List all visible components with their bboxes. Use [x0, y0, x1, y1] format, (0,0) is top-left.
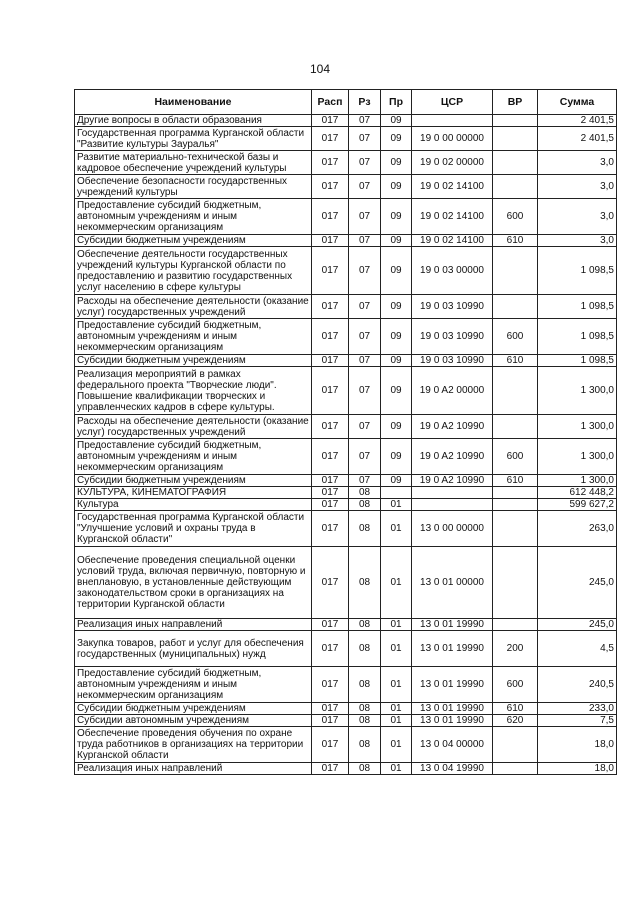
table-row: [75, 703, 617, 715]
cell-csr: 19 0 A2 10990: [412, 475, 493, 487]
cell-csr: 13 0 01 19990: [412, 631, 493, 667]
cell-sum: 240,5: [538, 667, 617, 703]
cell-rasp: 017: [312, 127, 349, 151]
cell-vr: 600: [493, 439, 538, 475]
header-rasp: Расп: [312, 90, 349, 115]
table-row: [75, 727, 617, 763]
cell-vr: 610: [493, 475, 538, 487]
cell-vr: 600: [493, 199, 538, 235]
cell-sum: 2 401,5: [538, 127, 617, 151]
cell-csr: 19 0 03 10990: [412, 355, 493, 367]
cell-rz: 07: [349, 115, 381, 127]
cell-rasp: 017: [312, 619, 349, 631]
cell-rasp: 017: [312, 703, 349, 715]
cell-vr: 610: [493, 235, 538, 247]
cell-sum: 245,0: [538, 619, 617, 631]
cell-name: Обеспечение проведения специальной оценки условий труда, включая первичную, повторную и внеплановую, в установленные действующим законодательством сроки в организациях на территории Курганской области: [75, 547, 312, 619]
cell-rasp: 017: [312, 487, 349, 499]
cell-name: Государственная программа Курганской области "Развитие культуры Зауралья": [75, 127, 312, 151]
cell-vr: [493, 415, 538, 439]
cell-pr: 09: [381, 295, 412, 319]
cell-csr: 13 0 00 00000: [412, 511, 493, 547]
cell-rz: 07: [349, 151, 381, 175]
cell-rasp: 017: [312, 415, 349, 439]
cell-name: Обеспечение проведения обучения по охране труда работников в организациях на территории Курганской области: [75, 727, 312, 763]
table-row: [75, 487, 617, 499]
cell-pr: 09: [381, 415, 412, 439]
cell-pr: 01: [381, 511, 412, 547]
cell-rz: 07: [349, 175, 381, 199]
table-row: [75, 439, 617, 475]
cell-rasp: 017: [312, 475, 349, 487]
cell-pr: 09: [381, 127, 412, 151]
table-row: [75, 199, 617, 235]
cell-sum: 3,0: [538, 235, 617, 247]
cell-sum: 1 098,5: [538, 295, 617, 319]
cell-sum: 3,0: [538, 199, 617, 235]
cell-rasp: 017: [312, 763, 349, 775]
table-row: [75, 511, 617, 547]
cell-rz: 07: [349, 199, 381, 235]
cell-pr: 01: [381, 631, 412, 667]
cell-csr: 19 0 A2 10990: [412, 415, 493, 439]
cell-pr: 01: [381, 667, 412, 703]
cell-rz: 08: [349, 499, 381, 511]
cell-csr: [412, 115, 493, 127]
cell-name: Субсидии бюджетным учреждениям: [75, 703, 312, 715]
cell-vr: [493, 175, 538, 199]
table-row: [75, 127, 617, 151]
cell-rasp: 017: [312, 667, 349, 703]
cell-rasp: 017: [312, 355, 349, 367]
cell-vr: [493, 727, 538, 763]
cell-rasp: 017: [312, 499, 349, 511]
cell-rz: 07: [349, 235, 381, 247]
cell-pr: 01: [381, 715, 412, 727]
cell-vr: 600: [493, 667, 538, 703]
cell-vr: [493, 511, 538, 547]
cell-name: Реализация иных направлений: [75, 763, 312, 775]
cell-vr: [493, 115, 538, 127]
cell-rasp: 017: [312, 439, 349, 475]
cell-rasp: 017: [312, 235, 349, 247]
table-row: [75, 715, 617, 727]
cell-sum: 1 300,0: [538, 415, 617, 439]
cell-vr: 600: [493, 319, 538, 355]
cell-vr: [493, 247, 538, 295]
cell-csr: 19 0 03 00000: [412, 247, 493, 295]
cell-rz: 08: [349, 763, 381, 775]
cell-name: Предоставление субсидий бюджетным, автономным учреждениям и иным некоммерческим организациям: [75, 667, 312, 703]
cell-pr: 09: [381, 115, 412, 127]
cell-csr: 19 0 A2 10990: [412, 439, 493, 475]
header-sum: Сумма: [538, 90, 617, 115]
cell-rasp: 017: [312, 547, 349, 619]
cell-rz: 08: [349, 547, 381, 619]
table-header-row: [75, 90, 617, 115]
table-row: [75, 499, 617, 511]
cell-rz: 07: [349, 475, 381, 487]
cell-sum: 2 401,5: [538, 115, 617, 127]
cell-pr: 09: [381, 247, 412, 295]
cell-sum: 1 098,5: [538, 355, 617, 367]
header-rz: Рз: [349, 90, 381, 115]
cell-rz: 07: [349, 415, 381, 439]
cell-rasp: 017: [312, 367, 349, 415]
budget-table: [74, 89, 617, 775]
cell-rz: 08: [349, 631, 381, 667]
table-row: [75, 619, 617, 631]
table-row: [75, 319, 617, 355]
cell-sum: 599 627,2: [538, 499, 617, 511]
cell-rasp: 017: [312, 115, 349, 127]
cell-rasp: 017: [312, 247, 349, 295]
cell-csr: 13 0 01 00000: [412, 547, 493, 619]
cell-rz: 08: [349, 727, 381, 763]
table-row: [75, 667, 617, 703]
cell-name: Реализация иных направлений: [75, 619, 312, 631]
cell-rasp: 017: [312, 199, 349, 235]
cell-sum: 18,0: [538, 727, 617, 763]
cell-sum: 3,0: [538, 151, 617, 175]
cell-csr: 19 0 03 10990: [412, 319, 493, 355]
table-row: [75, 235, 617, 247]
header-csr: ЦСР: [412, 90, 493, 115]
cell-pr: 01: [381, 763, 412, 775]
cell-pr: 09: [381, 367, 412, 415]
cell-sum: 1 300,0: [538, 439, 617, 475]
cell-name: Предоставление субсидий бюджетным, автономным учреждениям и иным некоммерческим организациям: [75, 439, 312, 475]
cell-csr: [412, 499, 493, 511]
page-number: 104: [309, 62, 331, 76]
cell-name: Обеспечение безопасности государственных учреждений культуры: [75, 175, 312, 199]
cell-vr: [493, 499, 538, 511]
cell-csr: 19 0 02 14100: [412, 199, 493, 235]
cell-csr: 19 0 A2 00000: [412, 367, 493, 415]
cell-sum: 612 448,2: [538, 487, 617, 499]
cell-rz: 07: [349, 247, 381, 295]
cell-csr: 13 0 01 19990: [412, 715, 493, 727]
cell-name: Предоставление субсидий бюджетным, автономным учреждениям и иным некоммерческим организациям: [75, 199, 312, 235]
cell-rasp: 017: [312, 175, 349, 199]
cell-pr: 01: [381, 499, 412, 511]
cell-vr: 200: [493, 631, 538, 667]
cell-csr: 13 0 01 19990: [412, 703, 493, 715]
table-row: [75, 355, 617, 367]
cell-rasp: 017: [312, 631, 349, 667]
cell-name: Реализация мероприятий в рамках федерального проекта "Творческие люди". Повышение квалификации творческих и управленческих кадров в сфере культуры.: [75, 367, 312, 415]
cell-sum: 1 300,0: [538, 475, 617, 487]
cell-name: Субсидии бюджетным учреждениям: [75, 475, 312, 487]
cell-pr: 01: [381, 619, 412, 631]
cell-name: Субсидии бюджетным учреждениям: [75, 355, 312, 367]
cell-vr: [493, 547, 538, 619]
cell-pr: 09: [381, 199, 412, 235]
table-row: [75, 175, 617, 199]
cell-sum: 4,5: [538, 631, 617, 667]
cell-csr: [412, 487, 493, 499]
cell-vr: 620: [493, 715, 538, 727]
cell-sum: 1 098,5: [538, 247, 617, 295]
cell-vr: 610: [493, 355, 538, 367]
cell-pr: 01: [381, 547, 412, 619]
cell-name: Культура: [75, 499, 312, 511]
cell-rasp: 017: [312, 727, 349, 763]
table-row: [75, 367, 617, 415]
cell-sum: 1 300,0: [538, 367, 617, 415]
cell-csr: 13 0 04 00000: [412, 727, 493, 763]
cell-sum: 233,0: [538, 703, 617, 715]
cell-vr: [493, 127, 538, 151]
header-vr: ВР: [493, 90, 538, 115]
cell-rz: 07: [349, 127, 381, 151]
cell-rasp: 017: [312, 295, 349, 319]
cell-sum: 18,0: [538, 763, 617, 775]
cell-rz: 07: [349, 295, 381, 319]
cell-sum: 1 098,5: [538, 319, 617, 355]
cell-pr: 09: [381, 175, 412, 199]
cell-rz: 08: [349, 487, 381, 499]
table-row: [75, 631, 617, 667]
cell-rz: 07: [349, 367, 381, 415]
cell-name: Расходы на обеспечение деятельности (оказание услуг) государственных учреждений: [75, 295, 312, 319]
table-body: [75, 115, 617, 775]
cell-csr: 19 0 02 14100: [412, 235, 493, 247]
cell-rz: 07: [349, 355, 381, 367]
cell-csr: 19 0 02 14100: [412, 175, 493, 199]
cell-rz: 08: [349, 511, 381, 547]
cell-pr: 09: [381, 319, 412, 355]
cell-pr: 09: [381, 439, 412, 475]
table-row: [75, 151, 617, 175]
cell-sum: 7,5: [538, 715, 617, 727]
table-row: [75, 247, 617, 295]
cell-csr: 19 0 02 00000: [412, 151, 493, 175]
cell-rasp: 017: [312, 715, 349, 727]
cell-pr: 09: [381, 475, 412, 487]
cell-vr: [493, 295, 538, 319]
cell-name: Государственная программа Курганской области "Улучшение условий и охраны труда в Курганской области": [75, 511, 312, 547]
cell-pr: 09: [381, 151, 412, 175]
cell-vr: [493, 619, 538, 631]
cell-pr: 09: [381, 235, 412, 247]
cell-sum: 3,0: [538, 175, 617, 199]
table-row: [75, 295, 617, 319]
table-row: [75, 415, 617, 439]
cell-name: Другие вопросы в области образования: [75, 115, 312, 127]
cell-csr: 13 0 04 19990: [412, 763, 493, 775]
cell-csr: 13 0 01 19990: [412, 667, 493, 703]
cell-vr: [493, 487, 538, 499]
cell-pr: 09: [381, 355, 412, 367]
cell-vr: 610: [493, 703, 538, 715]
cell-rz: 07: [349, 439, 381, 475]
cell-rz: 08: [349, 667, 381, 703]
cell-vr: [493, 151, 538, 175]
cell-rz: 08: [349, 619, 381, 631]
cell-rasp: 017: [312, 511, 349, 547]
cell-rz: 07: [349, 319, 381, 355]
cell-vr: [493, 367, 538, 415]
cell-name: Развитие материально-технической базы и кадровое обеспечение учреждений культуры: [75, 151, 312, 175]
cell-sum: 245,0: [538, 547, 617, 619]
cell-csr: 13 0 01 19990: [412, 619, 493, 631]
cell-name: Субсидии автономным учреждениям: [75, 715, 312, 727]
cell-vr: [493, 763, 538, 775]
header-name: Наименование: [75, 90, 312, 115]
cell-name: Расходы на обеспечение деятельности (оказание услуг) государственных учреждений: [75, 415, 312, 439]
cell-csr: 19 0 00 00000: [412, 127, 493, 151]
cell-rasp: 017: [312, 319, 349, 355]
cell-pr: 01: [381, 727, 412, 763]
table-row: [75, 115, 617, 127]
cell-csr: 19 0 03 10990: [412, 295, 493, 319]
table-row: [75, 475, 617, 487]
cell-rz: 08: [349, 703, 381, 715]
cell-rz: 08: [349, 715, 381, 727]
cell-rasp: 017: [312, 151, 349, 175]
table-row: [75, 547, 617, 619]
cell-sum: 263,0: [538, 511, 617, 547]
cell-pr: [381, 487, 412, 499]
header-pr: Пр: [381, 90, 412, 115]
cell-name: КУЛЬТУРА, КИНЕМАТОГРАФИЯ: [75, 487, 312, 499]
cell-name: Обеспечение деятельности государственных учреждений культуры Курганской области по предоставлению и развитию государственных услуг населению в сфере культуры: [75, 247, 312, 295]
cell-pr: 01: [381, 703, 412, 715]
table-row: [75, 763, 617, 775]
cell-name: Предоставление субсидий бюджетным, автономным учреждениям и иным некоммерческим организациям: [75, 319, 312, 355]
cell-name: Закупка товаров, работ и услуг для обеспечения государственных (муниципальных) нужд: [75, 631, 312, 667]
cell-name: Субсидии бюджетным учреждениям: [75, 235, 312, 247]
